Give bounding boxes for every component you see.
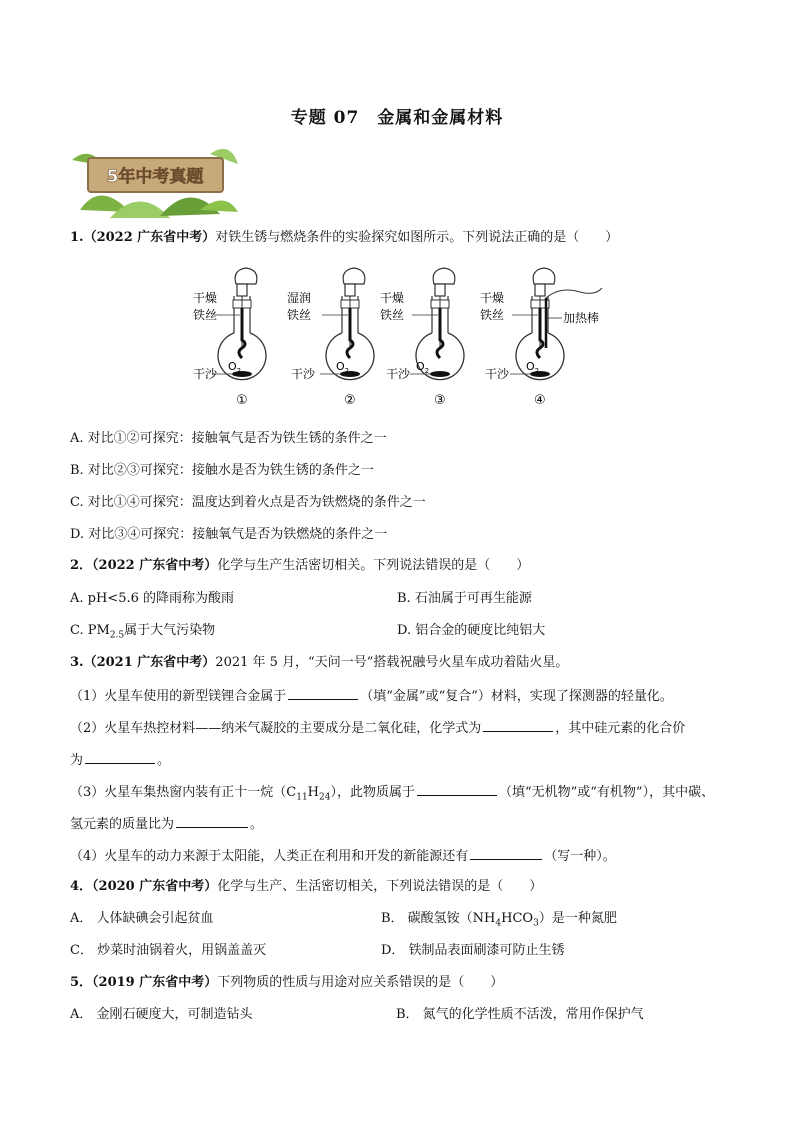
experiment-figure <box>190 262 630 412</box>
iron-wire-2 <box>347 308 353 358</box>
dry-iron-label-1b: 铁丝 <box>193 308 218 322</box>
q1-stem <box>70 229 618 247</box>
q2-stem <box>70 557 529 575</box>
figure-number-3: ③ <box>434 393 446 408</box>
wet-iron-label-2a: 湿润 <box>287 291 312 305</box>
q3-text: 2021 年 5 月，“天问一号”搭载祝融号火星车成功着陆火星。 <box>215 655 569 670</box>
q5-stem <box>70 974 503 992</box>
dry-iron-label-3b: 铁丝 <box>380 308 405 322</box>
answer-blank[interactable] <box>470 847 542 860</box>
answer-blank[interactable] <box>176 815 248 828</box>
answer-blank[interactable] <box>417 783 497 796</box>
q5-option-a: A． 金刚石硬度大，可制造钻头 <box>70 1007 253 1022</box>
q4-stem <box>70 878 542 896</box>
q2-source: （2022 广东省中考） <box>92 558 218 573</box>
flask-1 <box>212 268 266 380</box>
q2-option-d: D. 铝合金的硬度比纯铝大 <box>397 623 546 638</box>
q3-part-1: （1）火星车使用的新型镁锂合金属于 （填“金属”或“复合”）材料，实现了探测器的轻量化。 <box>70 689 673 704</box>
sand-label-4: 干沙 <box>485 367 510 381</box>
q1-option-a: A. 对比①②可探究：接触氧气是否为铁生锈的条件之一 <box>70 431 387 446</box>
q4-text: 化学与生产、生活密切相关，下列说法错误的是（ ） <box>217 879 543 894</box>
sand-label-2: 干沙 <box>291 367 316 381</box>
q2-number: 2． <box>70 558 93 573</box>
flask-2 <box>320 268 374 380</box>
page-title: 专题 07 金属和金属材料 <box>290 108 504 128</box>
figure-number-1: ① <box>236 393 248 408</box>
q3-part-4: （4）火星车的动力来源于太阳能，人类正在利用和开发的新能源还有 （写一种）。 <box>70 849 616 864</box>
section-badge <box>70 140 240 220</box>
q1-option-c: C. 对比①④可探究：温度达到着火点是否为铁燃烧的条件之一 <box>70 495 426 510</box>
answer-blank[interactable] <box>483 719 553 732</box>
q2-option-b: B. 石油属于可再生能源 <box>397 591 532 606</box>
q5-text: 下列物质的性质与用途对应关系错误的是（ ） <box>217 975 504 990</box>
figure-number-4: ④ <box>534 393 546 408</box>
iron-wire-4 <box>537 308 543 358</box>
q4-option-b: B． 碳酸氢铵$(NH_4HCO_3)$是一种氮肥 <box>381 911 617 929</box>
figure-number-2: ② <box>344 393 356 408</box>
sand-label-1: 干沙 <box>193 367 218 381</box>
o2-label-1: $O_2$ <box>228 360 242 375</box>
o2-label-3: $O_2$ <box>416 360 430 375</box>
q1-source: （2022 广东省中考） <box>83 230 216 245</box>
q5-source: （2019 广东省中考） <box>92 975 218 990</box>
q5-number: 5． <box>70 975 93 990</box>
answer-blank[interactable] <box>288 687 358 700</box>
q5-option-b: B． 氮气的化学性质不活泼，常用作保护气 <box>396 1007 644 1022</box>
q4-option-a: A． 人体缺碘会引起贫血 <box>70 911 214 926</box>
q3-part-2: （2）火星车热控材料——纳米气凝胶的主要成分是二氧化硅，化学式为 ，其中硅元素的化合价 <box>70 721 686 736</box>
o2-label-4: $O_2$ <box>526 360 540 375</box>
dry-iron-label-4b: 铁丝 <box>480 308 505 322</box>
q3-part-2-cont: 为 。 <box>70 753 171 768</box>
q2-option-a: A. pH<5.6 的降雨称为酸雨 <box>70 591 235 606</box>
heater-label: 加热棒 <box>563 311 600 325</box>
q2-option-c: C. $PM_{2.5}$属于大气污染物 <box>70 623 216 641</box>
dry-iron-label-4a: 干燥 <box>480 291 505 305</box>
q4-number: 4． <box>70 879 93 894</box>
q3-stem <box>70 654 568 672</box>
heater-wire <box>546 288 602 298</box>
q3-part-3-cont: 氢元素的质量比为 。 <box>70 817 264 832</box>
q3-part-3: （3）火星车集热窗内装有正十一烷$(C_{11}H_{24})$，此物质属于 （填“无机物”或“有机物”），其中碳、 <box>70 785 715 803</box>
flask-3 <box>410 268 464 380</box>
badge-text: 5年中考真题 <box>106 167 204 187</box>
q4-source: （2020 广东省中考） <box>92 879 218 894</box>
q4-option-d: D． 铁制品表面刷漆可防止生锈 <box>381 943 565 958</box>
q4-option-c: C． 炒菜时油锅着火，用锅盖盖灭 <box>70 943 267 958</box>
sand-label-3: 干沙 <box>386 367 411 381</box>
q3-source: （2021 广东省中考） <box>83 655 216 670</box>
q2-text: 化学与生产生活密切相关。下列说法错误的是（ ） <box>217 558 530 573</box>
o2-label-2: $O_2$ <box>336 360 350 375</box>
answer-blank[interactable] <box>85 751 155 764</box>
q1-option-b: B. 对比②③可探究：接触水是否为铁生锈的条件之一 <box>70 463 374 478</box>
dry-iron-label-1a: 干燥 <box>193 291 218 305</box>
wet-iron-label-2b: 铁丝 <box>287 308 312 322</box>
iron-wire-1 <box>239 308 245 358</box>
q1-text: 对铁生锈与燃烧条件的实验探究如图所示。下列说法正确的是（ ） <box>215 230 619 245</box>
q3-number: 3. <box>70 655 84 670</box>
iron-wire-3 <box>437 308 443 358</box>
q1-option-d: D. 对比③④可探究：接触氧气是否为铁燃烧的条件之一 <box>70 527 388 542</box>
q1-number: 1. <box>70 230 84 245</box>
dry-iron-label-3a: 干燥 <box>380 291 405 305</box>
